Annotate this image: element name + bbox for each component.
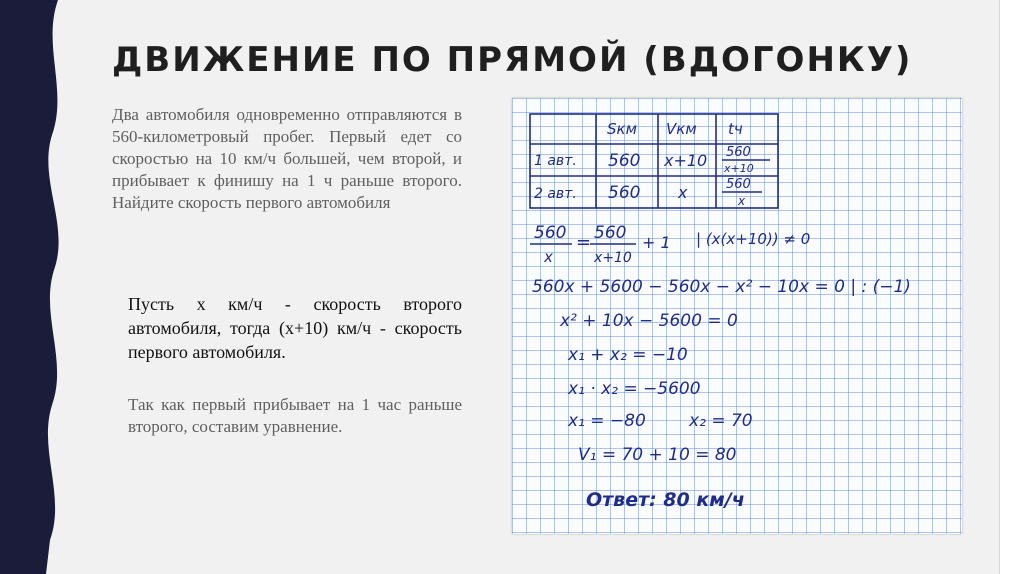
let-statement: Пусть х км/ч - скорость второго автомобиля, тогда (х+10) км/ч - скорость первого автомобиля. [128,294,462,362]
step-5: x₁ = −80 x₂ = 70 [568,411,753,431]
row-car2-distance: 560 [608,183,641,203]
row-car1-time-num: 560 [726,145,751,160]
eq-rhs-den: x+10 [594,250,632,266]
row-car2-speed: x [678,183,688,202]
slide-title: ДВИЖЕНИЕ ПО ПРЯМОЙ (ВДОГОНКУ) [112,40,913,80]
handwritten-solution [512,98,962,534]
eq-lhs-num: 560 [534,223,567,243]
row-car2-label: 2 авт. [534,186,577,202]
answer-text: Ответ: 80 км/ч [586,489,745,511]
step-1: 560x + 5600 − 560x − x² − 10x = 0 | : (−1) [532,277,911,297]
table-header-time: tч [728,120,743,138]
solution-steps [532,277,911,511]
equation-intro: Так как первый прибывает на 1 час раньше второго, составим уравнение. [128,395,462,436]
eq-rhs-num: 560 [594,223,627,243]
row-car2-time-den: x [738,194,746,208]
row-car1-time-den: x+10 [724,162,754,175]
main-equation [530,223,810,266]
step-3: x₁ + x₂ = −10 [568,345,688,365]
right-edge-band [999,0,1024,574]
row-car2-time-num: 560 [726,177,751,192]
table-header-speed: Vкм [666,120,697,138]
step-6: V₁ = 70 + 10 = 80 [578,445,737,465]
problem-statement: Два автомобиля одновременно отправляются в 560-километровый пробег. Первый едет со скоростью на 10 км/ч большей, чем второй, и прибывает к финишу на 1 ч раньше второго. Найдите скорость первого автомобиля [112,105,462,212]
row-car1-speed: x+10 [664,151,708,170]
step-4: x₁ · x₂ = −5600 [568,379,701,399]
notebook-image [512,98,962,534]
step-2: x² + 10x − 5600 = 0 [560,311,738,331]
eq-lhs-den: x [544,248,553,266]
eq-plus-one: + 1 [642,233,671,252]
table-header-distance: Sкм [607,120,637,138]
left-decorative-band [0,0,72,574]
row-car1-label: 1 авт. [534,153,577,169]
eq-condition: | (x(x+10)) ≠ 0 [696,230,811,248]
row-car1-distance: 560 [608,151,641,171]
eq-equals-sign: = [576,232,592,253]
